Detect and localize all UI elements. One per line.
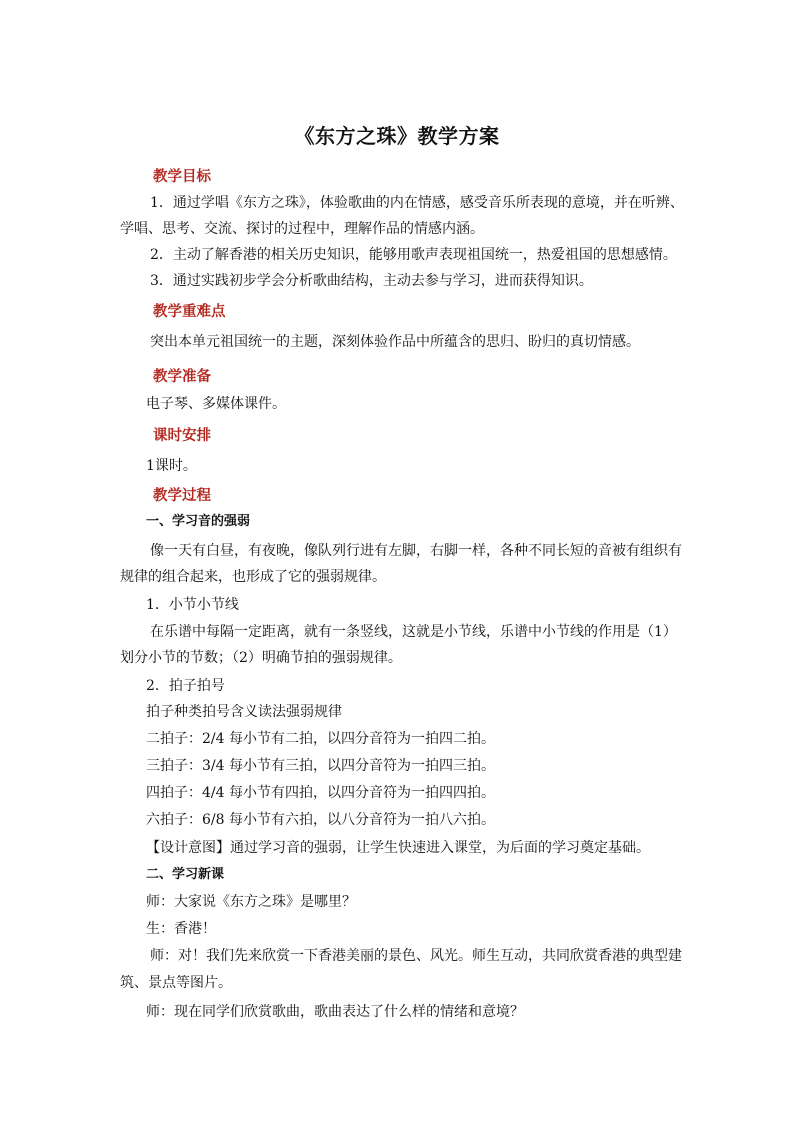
document-title: 《东方之珠》教学方案 — [294, 124, 500, 148]
beat-row-sextuple: 六拍子：6/8 每小节有六拍，以八分音符为一拍八六拍。 — [146, 812, 495, 828]
part-1-sub-2-title: 2．拍子拍号 — [146, 678, 225, 694]
beat-row-quadruple: 四拍子：4/4 每小节有四拍，以四分音符为一拍四四拍。 — [146, 785, 495, 801]
goal-item-3: 3．通过实践初步学会分析歌曲结构，主动去参与学习，进而获得知识。 — [150, 273, 593, 289]
beat-row-triple: 三拍子：3/4 每小节有三拍，以四分音符为一拍四三拍。 — [146, 758, 495, 774]
part-1-sub-1-line-1: 在乐谱中每隔一定距离，就有一条竖线，这就是小节线，乐谱中小节线的作用是（1） — [150, 624, 677, 640]
dialogue-line-4: 师：现在同学们欣赏歌曲，歌曲表达了什么样的情绪和意境？ — [146, 1004, 524, 1020]
beat-table-header: 拍子种类拍号含义读法强弱规律 — [146, 704, 342, 720]
part-1-sub-1-line-2: 划分小节的节数；（2）明确节拍的强弱规律。 — [120, 650, 402, 666]
process-part-2-title: 二、学习新课 — [146, 867, 225, 882]
beat-row-duple: 二拍子：2/4 每小节有二拍，以四分音符为一拍四二拍。 — [146, 731, 495, 747]
goal-item-1-line-1: 1．通过学唱《东方之珠》，体验歌曲的内在情感，感受音乐所表现的意境，并在听辨、 — [150, 195, 684, 211]
part-1-sub-1-title: 1．小节小节线 — [146, 597, 239, 613]
process-part-1-title: 一、学习音的强弱 — [146, 514, 251, 529]
part-1-paragraph-line-1: 像一天有白昼，有夜晚，像队列行进有左脚，右脚一样，各种不同长短的音被有组织有 — [150, 543, 682, 559]
section-heading-schedule: 课时安排 — [153, 427, 211, 444]
part-1-paragraph-line-2: 规律的组合起来，也形成了它的强弱规律。 — [120, 569, 386, 585]
goal-item-2: 2．主动了解香港的相关历史知识，能够用歌声表现祖国统一，热爱祖国的思想感情。 — [150, 247, 677, 263]
schedule-text: 1课时。 — [146, 458, 197, 474]
key-points-text: 突出本单元祖国统一的主题，深刻体验作品中所蕴含的思归、盼归的真切情感。 — [150, 334, 640, 350]
section-heading-key-points: 教学重难点 — [153, 303, 226, 320]
goal-item-1-line-2: 学唱、思考、交流、探讨的过程中，理解作品的情感内涵。 — [120, 221, 484, 237]
section-heading-process: 教学过程 — [153, 487, 211, 504]
design-intent: 【设计意图】通过学习音的强弱，让学生快速进入课堂，为后面的学习奠定基础。 — [146, 840, 650, 856]
dialogue-line-1: 师：大家说《东方之珠》是哪里？ — [146, 894, 356, 910]
dialogue-line-3b: 筑、景点等图片。 — [120, 975, 232, 991]
section-heading-preparation: 教学准备 — [153, 368, 211, 385]
dialogue-line-2: 生：香港！ — [146, 921, 216, 937]
section-heading-goals: 教学目标 — [153, 168, 211, 185]
preparation-text: 电子琴、多媒体课件。 — [146, 396, 286, 412]
dialogue-line-3a: 师：对！我们先来欣赏一下香港美丽的景色、风光。师生互动，共同欣赏香港的典型建 — [150, 948, 682, 964]
